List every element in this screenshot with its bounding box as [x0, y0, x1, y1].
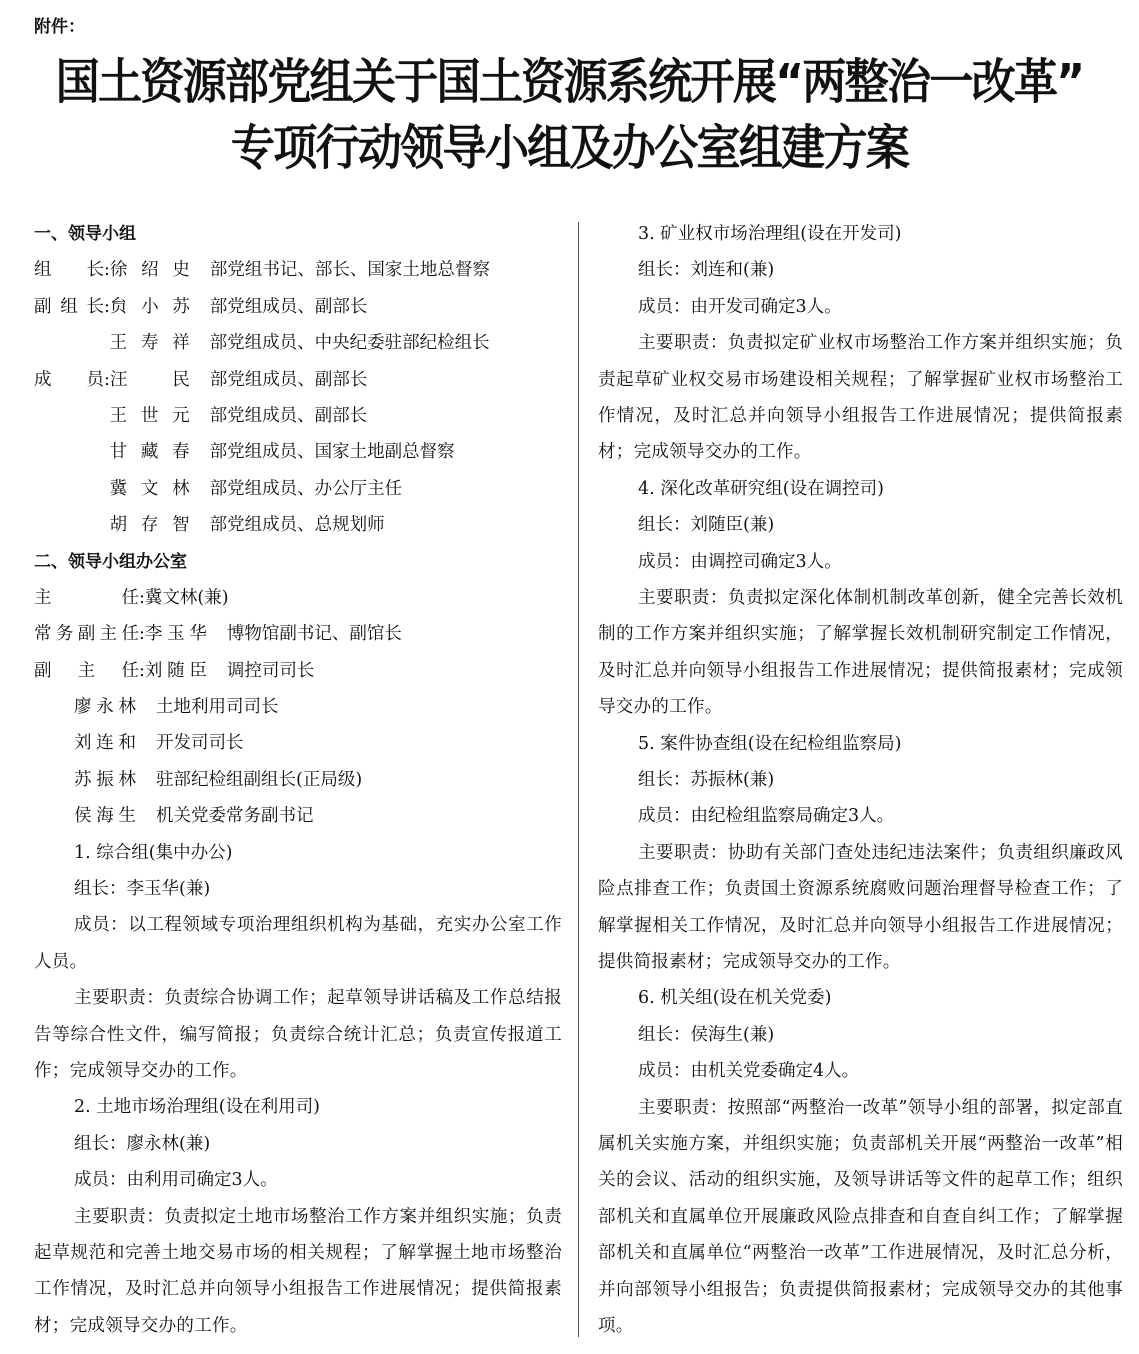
member-row — [34, 507, 562, 543]
group-title: 2. 土地市场治理组(设在利用司) — [74, 1097, 320, 1118]
group-duties: 主要职责：负责拟定矿业权市场整治工作方案并组织实施；负责起草矿业权交易市场建设相关规程；了解掌握矿业权市场整治工作情况，及时汇总并向领导小组报告工作进展情况；提供简报素材；完成领导交办的工作。 — [598, 333, 1123, 463]
group-duties: 主要职责：负责综合协调工作；起草领导讲话稿及工作总结报告等综合性文件，编写简报；负责综合统计汇总；负责宣传报道工作；完成领导交办的工作。 — [34, 988, 562, 1082]
group-leader: 组长：廖永林(兼) — [74, 1133, 211, 1154]
role-label: 常务副主任 — [34, 624, 139, 645]
right-column — [598, 216, 1123, 1344]
member-position: 土地利用司司长 — [156, 697, 279, 718]
member-position: 部党组成员、总规划师 — [209, 515, 385, 536]
column-divider — [578, 222, 579, 1337]
member-position: 部党组成员、副部长 — [209, 369, 368, 390]
office-deputy-row — [34, 762, 562, 798]
member-row — [34, 325, 562, 361]
group-leader: 组长：侯海生(兼) — [638, 1024, 775, 1045]
office-director-row: 主 任:冀文林(兼) — [34, 580, 562, 616]
member-name: 刘随臣 — [144, 660, 207, 681]
member-name: 冀文林 — [109, 478, 190, 499]
group-duties: 主要职责：按照部“两整治一改革”领导小组的部署，拟定部直属机关实施方案，并组织实施；负责部机关开展“两整治一改革”相关的会议、活动的组织实施，及领导讲话等文件的起草工作；组织部机关和直属单位开展廉政风险点排查和自查自纠工作；了解掌握部机关和直属单位“两整治一改革”工作进展情况，及时汇总分析，并向部领导小组报告；负责提供简报素材；完成领导交办的其他事项。 — [598, 1097, 1123, 1336]
member-name: 胡存智 — [109, 515, 190, 536]
group-leader: 组长：苏振林(兼) — [638, 769, 775, 790]
member-position: 机关党委常务副书记 — [156, 806, 314, 827]
group-title: 5. 案件协查组(设在纪检组监察局) — [638, 733, 902, 754]
office-deputy-row — [34, 689, 562, 725]
member-name: 李玉华 — [144, 624, 207, 645]
group-comprehensive — [34, 835, 562, 1090]
document-title-line-1: 国土资源部党组关于国土资源系统开展“两整治一改革” — [55, 54, 1084, 110]
group-members: 成员：由调控司确定3人。 — [638, 551, 842, 572]
member-position: 部党组成员、中央纪委驻部纪检组长 — [209, 333, 490, 354]
group-duties: 主要职责：负责拟定土地市场整治工作方案并组织实施；负责起草规范和完善土地交易市场的相关规程；了解掌握土地市场整治工作情况，及时汇总并向领导小组报告工作进展情况；提供简报素材；完成领导交办的工作。 — [34, 1206, 562, 1336]
attachment-label: 附件： — [34, 17, 85, 37]
member-row — [34, 434, 562, 470]
role-label: 主 任 — [34, 587, 139, 608]
group-reform-research — [598, 471, 1123, 726]
member-row: 组 长:徐绍史 部党组书记、部长、国家土地总督察 — [34, 252, 562, 288]
member-name: 甘藏春 — [109, 442, 190, 463]
role-label: 成 员 — [34, 369, 104, 390]
group-land-market — [34, 1089, 562, 1344]
member-name: 汪 民 — [109, 369, 190, 390]
member-name: 贠小苏 — [109, 296, 190, 317]
member-name: 廖永林 — [74, 697, 136, 718]
left-column — [34, 216, 562, 1344]
role-label: 副 主 任 — [34, 660, 139, 681]
group-leader: 组长：刘连和(兼) — [638, 260, 775, 281]
office-exec-deputy-row: 常务副主任:李玉华 博物馆副书记、副馆长 — [34, 616, 562, 652]
member-position: 部党组成员、副部长 — [209, 296, 368, 317]
group-leader: 组长：刘随臣(兼) — [638, 515, 775, 536]
group-members: 成员：以工程领域专项治理组织机构为基础，充实办公室工作人员。 — [34, 915, 562, 972]
group-title: 1. 综合组(集中办公) — [74, 842, 233, 863]
member-position: 部党组书记、部长、国家土地总督察 — [209, 260, 490, 281]
office-deputy-row: 副 主 任:刘随臣 调控司司长 — [34, 653, 562, 689]
group-members: 成员：由利用司确定3人。 — [74, 1170, 278, 1191]
member-row: 成 员:汪 民 部党组成员、副部长 — [34, 362, 562, 398]
section-heading-leading-group: 一、领导小组 — [34, 224, 136, 244]
member-name: 苏振林 — [74, 769, 136, 790]
group-members: 成员：由机关党委确定4人。 — [638, 1061, 860, 1082]
group-title: 4. 深化改革研究组(设在调控司) — [638, 478, 884, 499]
group-title: 6. 机关组(设在机关党委) — [638, 988, 832, 1009]
office-deputy-row — [34, 725, 562, 761]
member-name: 刘连和 — [74, 733, 136, 754]
role-label: 组 长 — [34, 260, 104, 281]
member-position: 部党组成员、副部长 — [209, 405, 368, 426]
office-director-value: 冀文林(兼) — [144, 587, 229, 608]
member-position: 驻部纪检组副组长(正局级) — [156, 769, 363, 790]
member-row — [34, 471, 562, 507]
member-position: 博物馆副书记、副馆长 — [226, 624, 402, 645]
office-deputy-row — [34, 798, 562, 834]
group-case-investigation — [598, 726, 1123, 981]
member-name: 侯海生 — [74, 806, 136, 827]
group-mining-rights-market — [598, 216, 1123, 471]
member-name: 徐绍史 — [109, 260, 190, 281]
role-label: 副组长 — [34, 296, 104, 317]
group-members: 成员：由纪检组监察局确定3人。 — [638, 806, 895, 827]
member-name: 王世元 — [109, 405, 190, 426]
group-duties: 主要职责：负责拟定深化体制机制改革创新，健全完善长效机制的工作方案并组织实施；了解掌握长效机制研究制定工作情况，及时汇总并向领导小组报告工作进展情况；提供简报素材；完成领导交办的工作。 — [598, 587, 1123, 718]
member-position: 调控司司长 — [226, 660, 315, 681]
member-row: 副组长:贠小苏 部党组成员、副部长 — [34, 289, 562, 325]
group-duties: 主要职责：协助有关部门查处违纪违法案件；负责组织廉政风险点排查工作；负责国土资源系统腐败问题治理督导检查工作；了解掌握相关工作情况，及时汇总并向领导小组报告工作进展情况；提供简报素材；完成领导交办的工作。 — [598, 842, 1123, 972]
group-agency — [598, 980, 1123, 1344]
section-heading-office: 二、领导小组办公室 — [34, 551, 187, 572]
document-title-line-2: 专项行动领导小组及办公室组建方案 — [230, 120, 909, 176]
member-position: 部党组成员、国家土地副总督察 — [209, 442, 455, 463]
group-title: 3. 矿业权市场治理组(设在开发司) — [638, 224, 902, 244]
group-members: 成员：由开发司确定3人。 — [638, 296, 842, 317]
member-row — [34, 398, 562, 434]
group-leader: 组长：李玉华(兼) — [74, 879, 211, 900]
member-name: 王寿祥 — [109, 333, 190, 354]
member-position: 部党组成员、办公厅主任 — [209, 478, 403, 499]
member-position: 开发司司长 — [156, 733, 244, 754]
